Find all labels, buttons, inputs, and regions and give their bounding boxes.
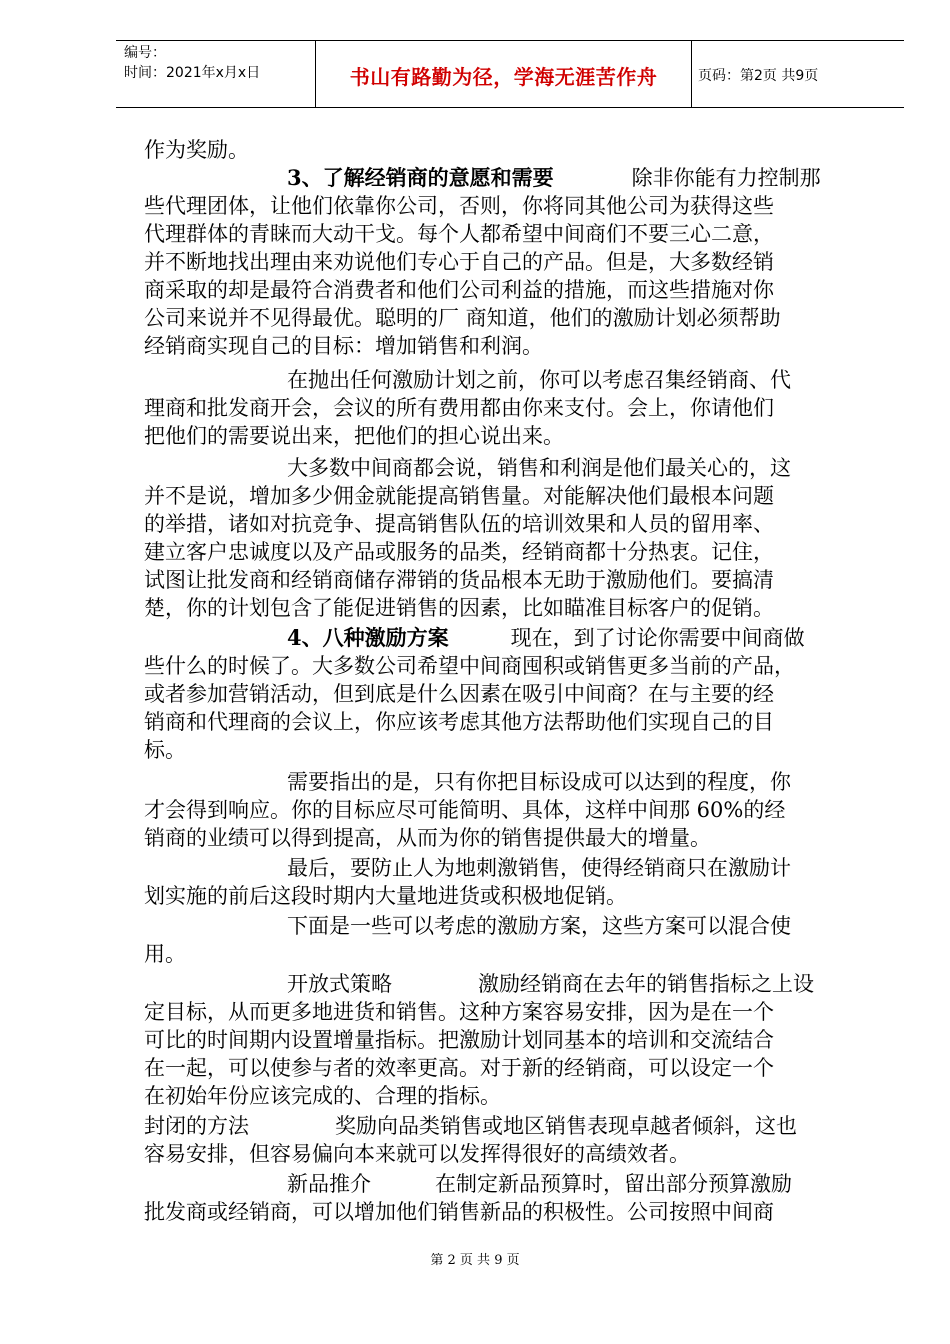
- text-line: 下面是一些可以考虑的激励方案，这些方案可以混合使: [287, 914, 791, 938]
- text-line: 或者参加营销活动，但到底是什么因素在吸引中间商？在与主要的经: [144, 682, 774, 706]
- text-line: 标。: [144, 738, 186, 762]
- header-motto: 书山有路勤为径，学海无涯苦作舟: [349, 65, 658, 89]
- page-footer: 第 2 页 共 9 页: [430, 1253, 520, 1268]
- text-line: 并不断地找出理由来劝说他们专心于自己的产品。但是，大多数经销: [144, 250, 774, 274]
- strategy-title: 新品推介: [287, 1172, 371, 1196]
- strategy-title: 开放式策略: [287, 972, 392, 996]
- paragraph-line: [144, 1170, 792, 1198]
- text-segment: 现在，到了讨论你需要中间商做: [510, 626, 805, 650]
- text-line: 些什么的时候了。大多数公司希望中间商囤积或销售更多当前的产品，: [144, 654, 795, 678]
- text-line: 楚，你的计划包含了能促进销售的因素，比如瞄准目标客户的促销。: [144, 596, 774, 620]
- time-label: 时间：2021年x月x日: [124, 65, 261, 81]
- text-line: 试图让批发商和经销商储存滞销的货品根本无助于激励他们。要搞清: [144, 568, 774, 592]
- text-line: 经销商实现自己的目标：增加销售和利润。: [144, 334, 543, 358]
- header-page-info: 页码：第2页 共9页: [698, 68, 819, 84]
- text-segment: 激励经销商在去年的销售指标之上设: [478, 972, 814, 996]
- text-line: 大多数中间商都会说，销售和利润是他们最关心的，这: [287, 456, 791, 480]
- text-line: 在初始年份应该完成的、合理的指标。: [144, 1084, 501, 1108]
- section-heading: 3、了解经销商的意愿和需要: [287, 165, 554, 190]
- text-line: 理商和批发商开会，会议的所有费用都由你来支付。会上，你请他们: [144, 396, 774, 420]
- text-segment: 奖励向品类销售或地区销售表现卓越者倾斜，这也: [335, 1114, 797, 1138]
- text-line: 容易安排，但容易偏向本来就可以发挥得很好的高绩效者。: [144, 1142, 690, 1166]
- text-line: 在抛出任何激励计划之前，你可以考虑召集经销商、代: [287, 368, 791, 392]
- text-line: 划实施的前后这段时期内大量地进货或积极地促销。: [144, 884, 627, 908]
- strategy-title: 封闭的方法: [144, 1114, 249, 1138]
- number-label: 编号：: [124, 45, 166, 61]
- text-line: 商采取的却是最符合消费者和他们公司利益的措施，而这些措施对你: [144, 278, 774, 302]
- paragraph-line: [144, 164, 821, 192]
- section-heading: 4、八种激励方案: [287, 625, 449, 650]
- text-line: 用。: [144, 942, 186, 966]
- text-line: 并不是说，增加多少佣金就能提高销售量。对能解决他们最根本问题: [144, 484, 774, 508]
- text-line: 作为奖励。: [144, 138, 249, 162]
- text-line: 才会得到响应。你的目标应尽可能简明、具体，这样中间那 60%的经: [144, 798, 786, 822]
- text-line: 公司来说并不见得最优。聪明的厂 商知道，他们的激励计划必须帮助: [144, 306, 781, 330]
- paragraph-line: [144, 970, 814, 998]
- text-segment: 除非你能有力控制那: [631, 166, 821, 190]
- header-divider: [691, 41, 692, 107]
- text-line: 销商和代理商的会议上，你应该考虑其他方法帮助他们实现自己的目: [144, 710, 774, 734]
- text-line: 可比的时间期内设置增量指标。把激励计划同基本的培训和交流结合: [144, 1028, 774, 1052]
- text-line: 最后，要防止人为地刺激销售，使得经销商只在激励计: [287, 856, 791, 880]
- text-line: 需要指出的是，只有你把目标设成可以达到的程度，你: [287, 770, 791, 794]
- paragraph-line: [144, 624, 805, 652]
- paragraph-line: [144, 1112, 797, 1140]
- text-line: 批发商或经销商，可以增加他们销售新品的积极性。公司按照中间商: [144, 1200, 774, 1224]
- text-segment: 在制定新品预算时，留出部分预算激励: [435, 1172, 792, 1196]
- text-line: 的举措，诸如对抗竞争、提高销售队伍的培训效果和人员的留用率、: [144, 512, 774, 536]
- text-line: 定目标，从而更多地进货和销售。这种方案容易安排，因为是在一个: [144, 1000, 774, 1024]
- text-line: 建立客户忠诚度以及产品或服务的品类，经销商都十分热衷。记住，: [144, 540, 774, 564]
- text-line: 代理群体的青睐而大动干戈。每个人都希望中间商们不要三心二意，: [144, 222, 774, 246]
- page-header: [116, 40, 904, 108]
- text-line: 些代理团体，让他们依靠你公司，否则，你将同其他公司为获得这些: [144, 194, 774, 218]
- text-line: 在一起，可以使参与者的效率更高。对于新的经销商，可以设定一个: [144, 1056, 774, 1080]
- header-meta: [124, 43, 260, 83]
- text-line: 销商的业绩可以得到提高，从而为你的销售提供最大的增量。: [144, 826, 711, 850]
- text-line: 把他们的需要说出来，把他们的担心说出来。: [144, 424, 564, 448]
